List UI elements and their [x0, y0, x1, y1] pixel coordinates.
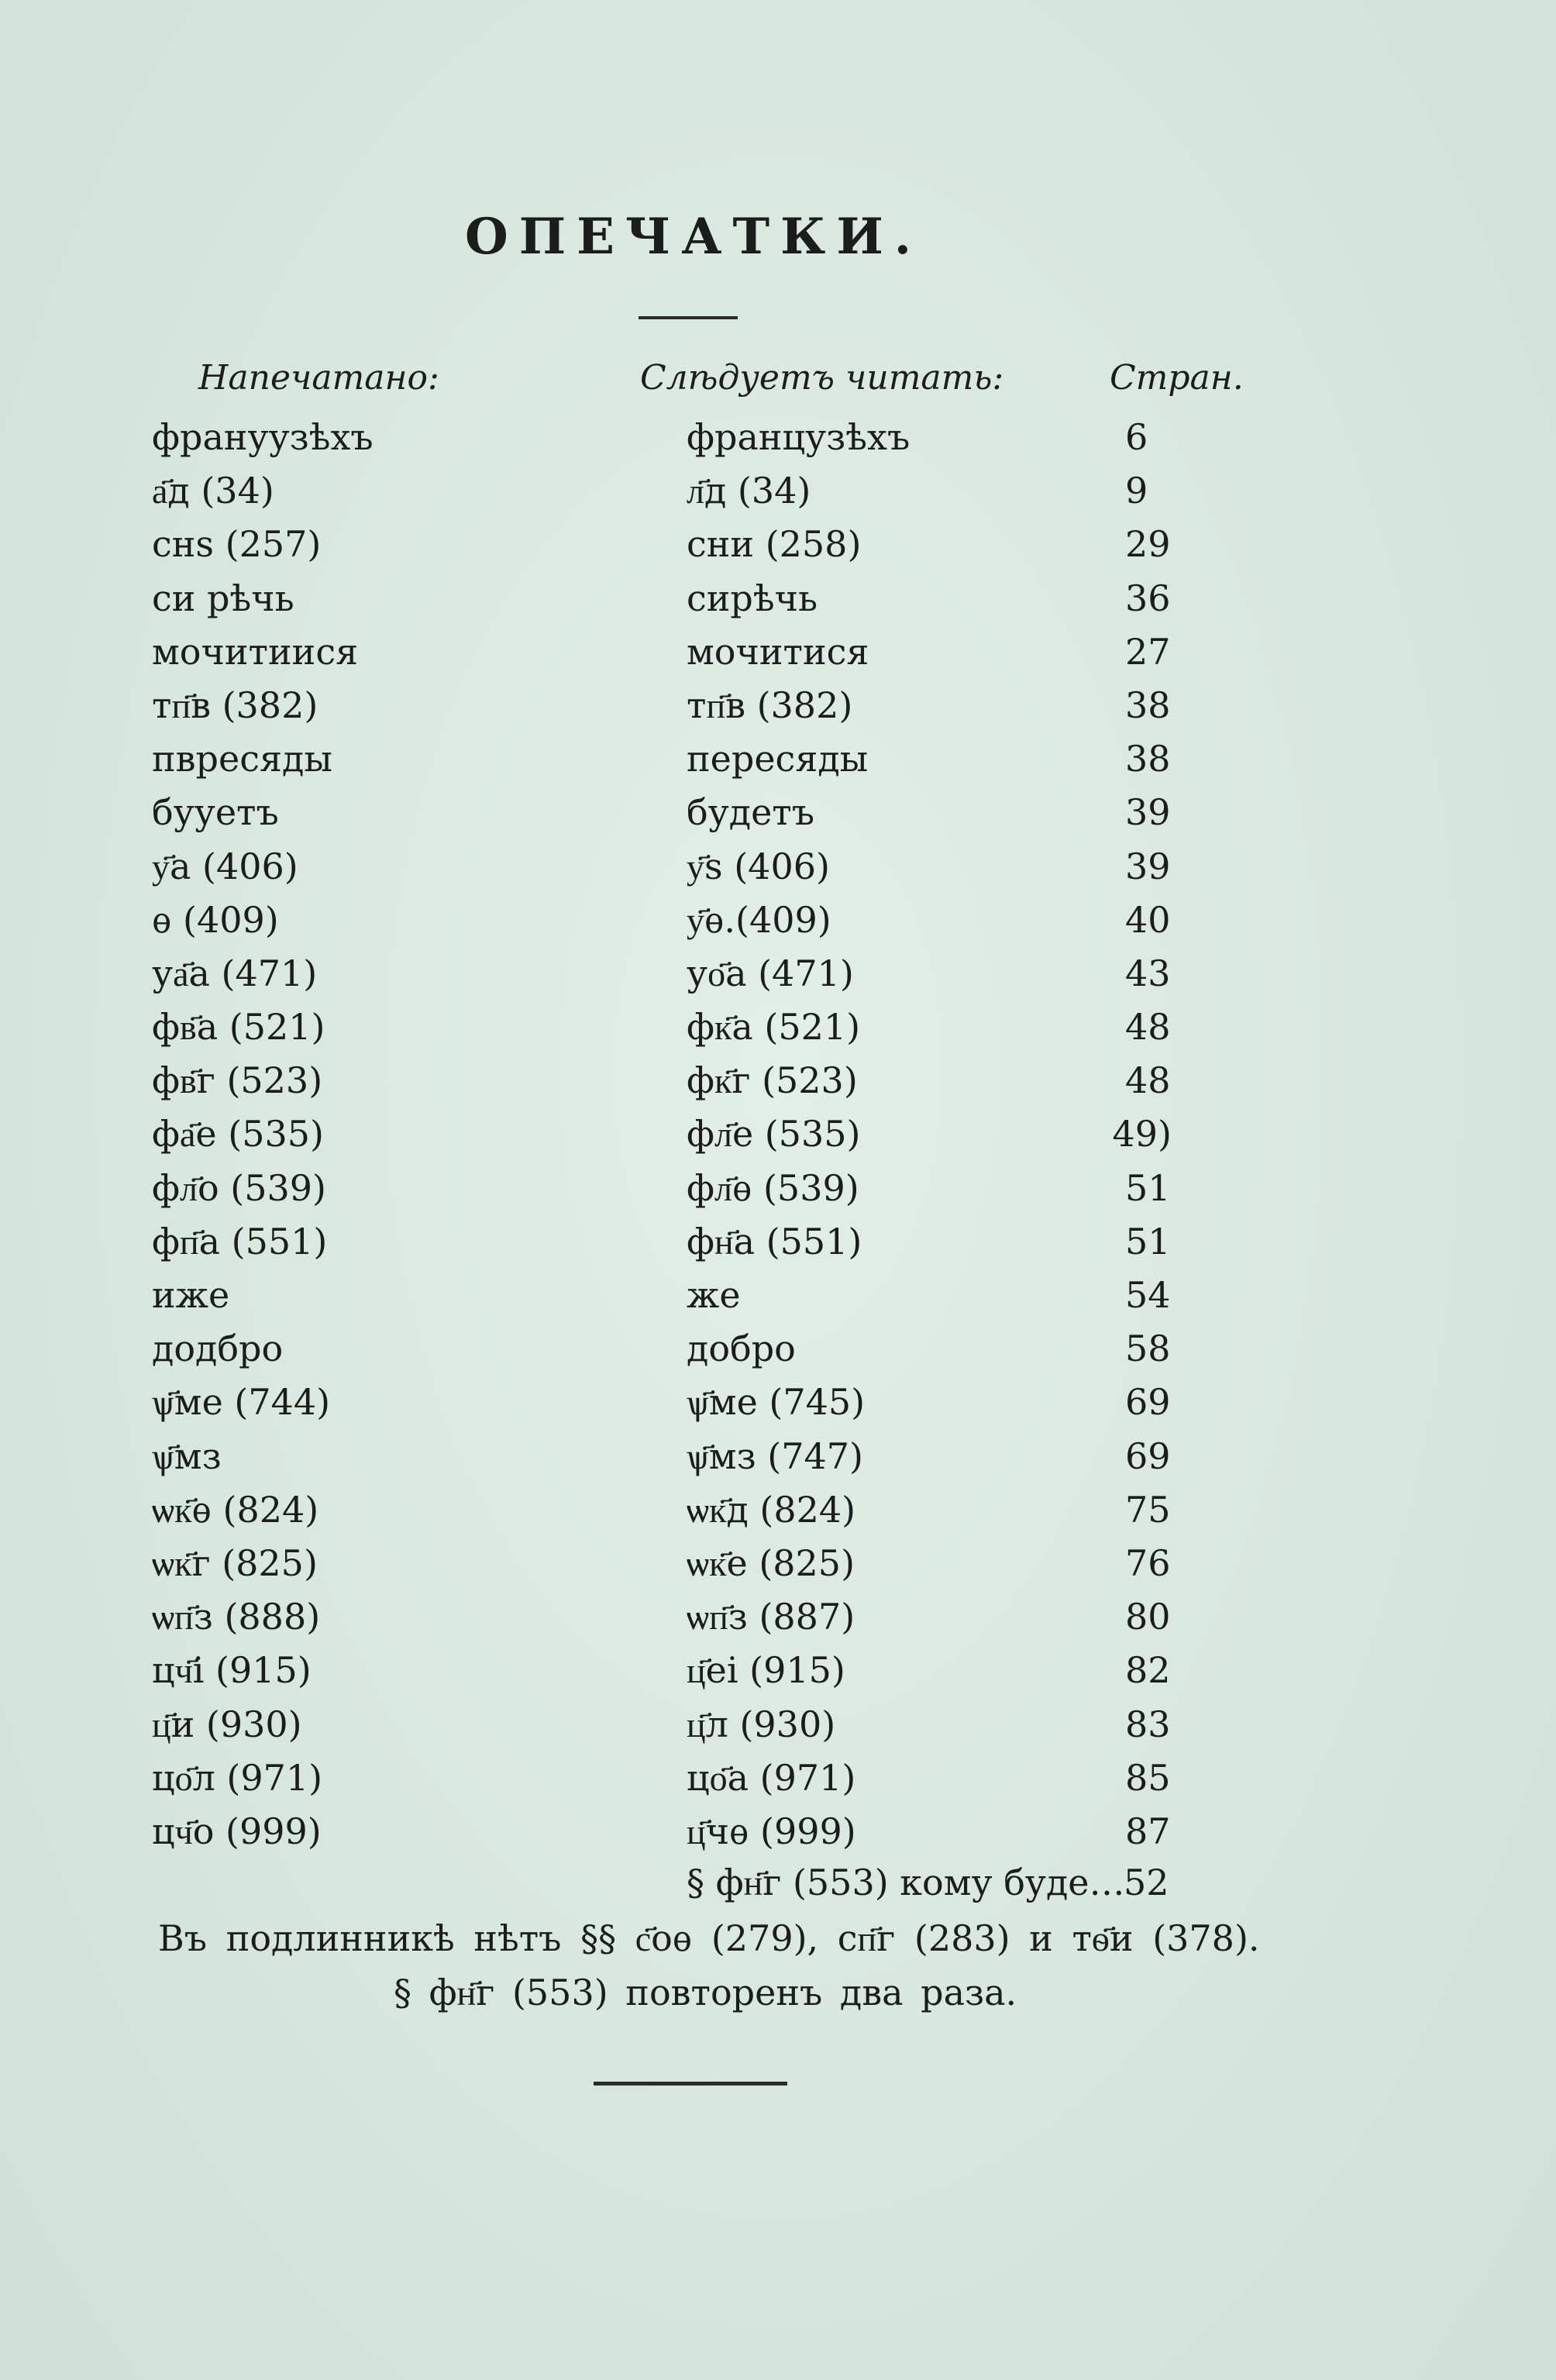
extra-entry: § фн҃г (553) кому буде… — [687, 1862, 1125, 1903]
title-rule — [639, 316, 738, 319]
table-row — [0, 1537, 1556, 1590]
extra-entry-page: 52 — [1124, 1862, 1169, 1903]
correct-text: у҃ѳ.(409) — [687, 898, 831, 941]
page-number — [1069, 1054, 1172, 1107]
table-row — [0, 732, 1556, 786]
correct-text: сирѣчь — [687, 577, 818, 619]
table-row — [0, 1751, 1556, 1805]
page-number — [1069, 1537, 1172, 1590]
printed-text: си рѣчь — [152, 577, 294, 619]
page-number-value: 36 — [1125, 577, 1171, 619]
page-number — [1069, 1269, 1172, 1322]
page-number — [1069, 947, 1172, 1001]
table-row — [0, 625, 1556, 679]
printed-text: ѡп҃з (888) — [152, 1596, 321, 1638]
page-number-value: 87 — [1125, 1810, 1171, 1852]
table-row — [0, 1269, 1556, 1322]
note-repeated: § фн҃г (553) повторенъ два раза. — [394, 1972, 1017, 2013]
table-row — [0, 1001, 1556, 1054]
correct-text: ц҃л (930) — [687, 1703, 836, 1745]
table-row — [0, 947, 1556, 1001]
page-number-value: 9 — [1125, 470, 1148, 512]
page-number — [1069, 732, 1172, 786]
correct-text: фк҃г (523) — [687, 1059, 858, 1102]
correct-text: л҃д (34) — [687, 470, 811, 512]
table-row — [0, 411, 1556, 464]
table-row — [0, 1054, 1556, 1107]
printed-text: ѡк҃г (825) — [152, 1541, 318, 1584]
page-number — [1069, 1162, 1172, 1215]
errata-table — [0, 411, 1556, 1858]
printed-text: цч҃і (915) — [152, 1649, 312, 1692]
page-number-value: 75 — [1125, 1488, 1171, 1531]
table-row — [0, 840, 1556, 894]
correct-text: тп҃в (382) — [687, 684, 853, 726]
page-number — [1069, 1322, 1172, 1376]
table-row — [0, 1215, 1556, 1269]
table-row — [0, 464, 1556, 518]
header-should-read: Слѣдуетъ читать: — [640, 358, 1004, 398]
page-number-value: 48 — [1125, 1059, 1171, 1102]
note-missing: Въ подлинникѣ нѣтъ §§ с҃оѳ (279), сп҃г (283) и тѳ҃и (378). — [158, 1917, 1260, 1959]
page-number-value: 51 — [1125, 1220, 1171, 1262]
page-number-value: 82 — [1125, 1649, 1171, 1692]
printed-text: ѳ (409) — [152, 898, 279, 941]
page-number — [1069, 1107, 1172, 1161]
correct-text: фк҃а (521) — [687, 1006, 861, 1049]
page-number — [1069, 1430, 1172, 1483]
correct-text: мочитися — [687, 630, 869, 673]
printed-text: ѡк҃ѳ (824) — [152, 1488, 319, 1531]
table-row — [0, 1805, 1556, 1858]
printed-text: пвресяды — [152, 738, 332, 780]
correct-text: французѣхъ — [687, 416, 911, 458]
printed-text: тп҃в (382) — [152, 684, 318, 726]
page-number-value: 48 — [1125, 1006, 1171, 1049]
page-number-value: 29 — [1125, 523, 1171, 566]
page-number-value: 58 — [1125, 1328, 1171, 1370]
page-number-value: 51 — [1125, 1166, 1171, 1209]
correct-text: цо҃а (971) — [687, 1756, 856, 1799]
page-number-value: 76 — [1125, 1541, 1171, 1584]
page-number — [1069, 840, 1172, 894]
page-number — [1069, 894, 1172, 947]
correct-text: будетъ — [687, 791, 815, 834]
table-row — [0, 786, 1556, 839]
printed-text: ѱ҃ме (744) — [152, 1381, 331, 1424]
page-number-value: 38 — [1125, 684, 1171, 726]
printed-text: бууетъ — [152, 791, 279, 834]
table-row — [0, 1322, 1556, 1376]
page-number-value: 83 — [1125, 1703, 1171, 1745]
page-number-value: 39 — [1125, 791, 1171, 834]
table-row — [0, 1376, 1556, 1429]
page-number — [1069, 464, 1172, 518]
printed-text: а҃д (34) — [152, 470, 274, 512]
table-row — [0, 1430, 1556, 1483]
page-number-value: 40 — [1125, 898, 1171, 941]
page-number-value: 39 — [1125, 845, 1171, 887]
page-number — [1069, 1805, 1172, 1858]
page-number — [1069, 1483, 1172, 1537]
page-number-value: 54 — [1125, 1274, 1171, 1316]
header-printed: Напечатано: — [198, 358, 439, 398]
printed-text: фв҃г (523) — [152, 1059, 323, 1102]
page-number-value: 49) — [1112, 1113, 1172, 1156]
page-number — [1069, 1001, 1172, 1054]
correct-text: уо҃а (471) — [687, 952, 854, 994]
page-number — [1069, 625, 1172, 679]
printed-text: фа҃е (535) — [152, 1113, 324, 1156]
printed-text: ц҃и (930) — [152, 1703, 302, 1745]
printed-text: франуузѣхъ — [152, 416, 374, 458]
printed-text: у҃а (406) — [152, 845, 298, 887]
correct-text: фл҃е (535) — [687, 1113, 861, 1156]
table-row — [0, 1107, 1556, 1161]
table-row — [0, 518, 1556, 571]
page-number — [1069, 1215, 1172, 1269]
correct-text: сни (258) — [687, 523, 862, 566]
correct-text: же — [687, 1274, 741, 1316]
header-page: Стран. — [1110, 358, 1244, 398]
page-number — [1069, 1751, 1172, 1805]
page-number-value: 85 — [1125, 1756, 1171, 1799]
correct-text: фл҃ѳ (539) — [687, 1166, 859, 1209]
page-number — [1069, 572, 1172, 625]
page-number-value: 27 — [1125, 630, 1171, 673]
printed-text: иже — [152, 1274, 230, 1316]
page-number — [1069, 1376, 1172, 1429]
printed-text: цо҃л (971) — [152, 1756, 323, 1799]
page-title: ОПЕЧАТКИ. — [464, 208, 923, 266]
page-number-value: 69 — [1125, 1435, 1171, 1477]
correct-text: ѡп҃з (887) — [687, 1596, 855, 1638]
printed-text: ѱ҃мз — [152, 1435, 222, 1477]
table-row — [0, 1590, 1556, 1644]
correct-text: ѡк҃е (825) — [687, 1541, 855, 1584]
page-number-value: 6 — [1125, 416, 1148, 458]
page-number — [1069, 1590, 1172, 1644]
page-number — [1069, 1698, 1172, 1751]
closing-rule — [594, 2082, 787, 2086]
page-number — [1069, 1644, 1172, 1697]
page-number-value: 43 — [1125, 952, 1171, 994]
page-number — [1069, 518, 1172, 571]
correct-text: фн҃а (551) — [687, 1220, 862, 1262]
correct-text: ѱ҃ме (745) — [687, 1381, 866, 1424]
table-row — [0, 1644, 1556, 1697]
table-row — [0, 572, 1556, 625]
table-row — [0, 1483, 1556, 1537]
correct-text: ц҃чѳ (999) — [687, 1810, 856, 1852]
correct-text: добро — [687, 1328, 796, 1370]
table-row — [0, 1162, 1556, 1215]
correct-text: пересяды — [687, 738, 869, 780]
table-row — [0, 679, 1556, 732]
page-number — [1069, 411, 1172, 464]
printed-text: додбро — [152, 1328, 284, 1370]
correct-text: у҃ѕ (406) — [687, 845, 830, 887]
printed-text: фл҃о (539) — [152, 1166, 326, 1209]
table-row — [0, 1698, 1556, 1751]
printed-text: фв҃а (521) — [152, 1006, 325, 1049]
page-number-value: 69 — [1125, 1381, 1171, 1424]
page-number — [1069, 679, 1172, 732]
page-number-value: 80 — [1125, 1596, 1171, 1638]
table-row — [0, 894, 1556, 947]
printed-text: фп҃а (551) — [152, 1220, 328, 1262]
printed-text: уа҃а (471) — [152, 952, 318, 994]
page-number-value: 38 — [1125, 738, 1171, 780]
page-number — [1069, 786, 1172, 839]
printed-text: цч҃о (999) — [152, 1810, 322, 1852]
correct-text: ѱ҃мз (747) — [687, 1435, 863, 1477]
printed-text: снѕ (257) — [152, 523, 322, 566]
correct-text: ц҃еі (915) — [687, 1649, 845, 1692]
printed-text: мочитиися — [152, 630, 359, 673]
correct-text: ѡк҃д (824) — [687, 1488, 856, 1531]
